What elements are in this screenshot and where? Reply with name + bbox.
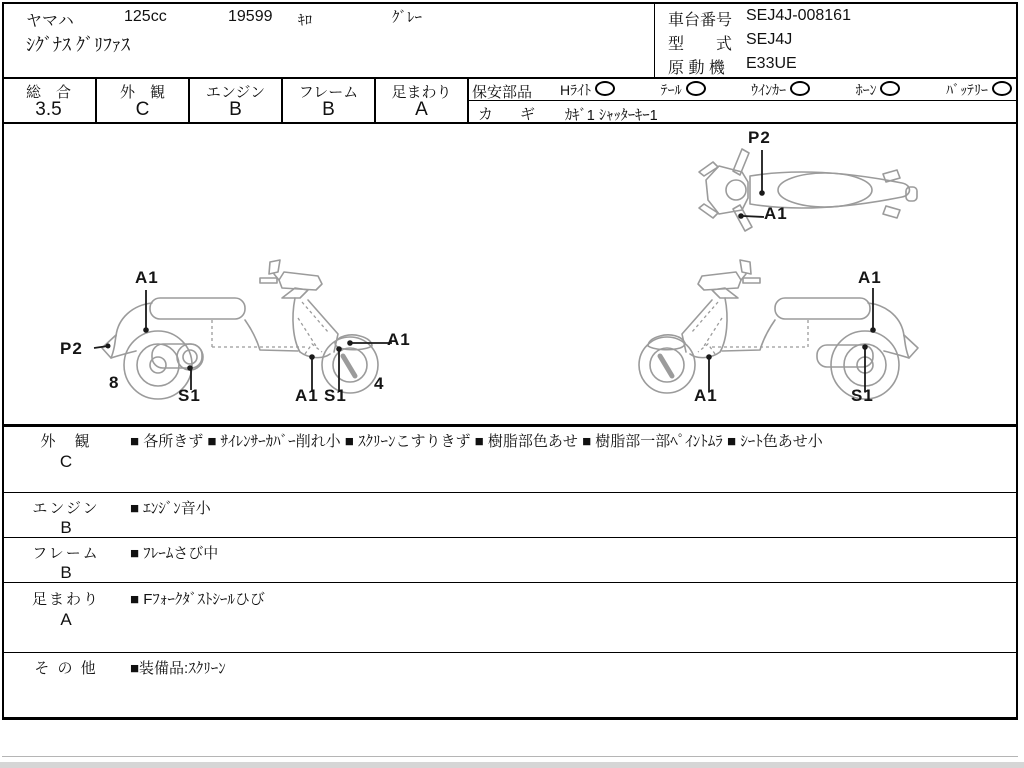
scooter-top-view-diagram — [692, 136, 928, 244]
key-value: ｶｷﾞ1 ｼｬｯﾀｰｷｰ1 — [565, 108, 658, 124]
rating-label-engine: エンジン — [205, 84, 266, 101]
row-line-2 — [2, 537, 1018, 538]
diagram-label: S1 — [851, 386, 874, 405]
mileage-value: 19599 — [228, 8, 273, 25]
rating-label-undercarriage: 足まわり — [391, 84, 452, 101]
section-notes-engine: ■ ｴﾝｼﾞﾝ音小 — [130, 500, 211, 517]
section-label-engine: エンジン — [32, 500, 100, 517]
page-edge-line — [2, 756, 1018, 757]
section-grade-undercarriage: A — [60, 610, 72, 629]
rating-value-undercarriage: A — [415, 99, 428, 120]
diagram-label: P2 — [60, 339, 83, 358]
ok-circle-icon — [595, 81, 615, 96]
maker-name: ヤマハ — [26, 13, 74, 30]
mileage-unit: ｷﾛ — [298, 12, 312, 28]
rating-label-frame: フレーム — [298, 84, 359, 101]
diagram-label: A1 — [764, 204, 788, 223]
safety-item-winker: ｳｲﾝｶｰ — [751, 80, 810, 100]
engine-code-value: E33UE — [746, 55, 797, 72]
rating-label-exterior: 外 観 — [119, 84, 165, 101]
safety-item-battery: ﾊﾞｯﾃﾘｰ — [946, 80, 1012, 100]
diagram-label: A1 — [295, 386, 319, 405]
section-label-exterior: 外 観 — [40, 433, 92, 450]
ok-circle-icon — [880, 81, 900, 96]
section-top-line — [2, 424, 1018, 427]
safety-divider — [467, 100, 1018, 101]
diagram-label: A1 — [694, 386, 718, 405]
diagram-label: 8 — [109, 373, 120, 392]
section-notes-other: ■装備品:ｽｸﾘｰﾝ — [130, 660, 226, 677]
diagram-label: A1 — [387, 330, 411, 349]
diagram-label: S1 — [178, 386, 201, 405]
rating-value-exterior: C — [135, 99, 150, 120]
section-label-frame: フレーム — [32, 545, 100, 562]
page-edge-strip — [0, 762, 1024, 768]
safety-item-headlight: Hﾗｲﾄ — [560, 80, 615, 100]
safety-item-tail: ﾃｰﾙ — [661, 80, 706, 100]
chassis-number-value: SEJ4J-008161 — [746, 7, 851, 24]
engine-code-label: 原 動 機 — [668, 60, 725, 77]
section-label-undercarriage: 足まわり — [31, 591, 100, 608]
rating-value-frame: B — [322, 99, 335, 120]
rating-label-overall: 総 合 — [25, 84, 71, 101]
ok-circle-icon — [992, 81, 1012, 96]
chassis-number-label: 車台番号 — [668, 12, 733, 29]
section-grade-exterior: C — [59, 452, 73, 471]
key-label: カ ギ — [478, 106, 542, 123]
model-code-value: SEJ4J — [746, 31, 793, 48]
rating-value-engine: B — [229, 99, 242, 120]
row-line-1 — [2, 492, 1018, 493]
ok-circle-icon — [686, 81, 706, 96]
diagram-label: A1 — [135, 268, 159, 287]
displacement: 125cc — [124, 8, 167, 25]
section-notes-exterior: ■ 各所きず ■ ｻｲﾚﾝｻｰｶﾊﾞｰ削れ小 ■ ｽｸﾘｰﾝこすりきず ■ 樹脂部色あせ ■ 樹脂部一部ﾍﾟｲﾝﾄﾑﾗ ■ ｼｰﾄ色あせ小 — [130, 433, 823, 450]
safety-parts-label: 保安部品 — [472, 84, 533, 101]
row-line-4 — [2, 652, 1018, 653]
section-notes-frame: ■ ﾌﾚｰﾑさび中 — [130, 545, 219, 562]
model-code-label: 型 式 — [668, 36, 733, 53]
border-top — [2, 2, 1018, 4]
row-line-3 — [2, 582, 1018, 583]
diagram-label: P2 — [748, 128, 771, 147]
body-color: ｸﾞﾚｰ — [392, 9, 423, 26]
diagram-label: A1 — [858, 268, 882, 287]
section-bottom-line — [2, 717, 1018, 720]
section-grade-frame: B — [60, 563, 72, 582]
diagram-label: S1 — [324, 386, 347, 405]
section-grade-engine: B — [60, 518, 72, 537]
border-right — [1016, 2, 1018, 718]
safety-item-horn: ﾎｰﾝ — [856, 80, 901, 100]
section-notes-undercarriage: ■ Fﾌｫｰｸﾀﾞｽﾄｼｰﾙひび — [130, 591, 265, 608]
safety-parts-list — [560, 80, 1012, 99]
scooter-left-side-diagram — [612, 248, 960, 414]
section-label-other: そ の 他 — [34, 660, 98, 677]
ok-circle-icon — [790, 81, 810, 96]
model-name: ｼｸﾞﾅｽ ｸﾞﾘﾌｧｽ — [26, 35, 131, 55]
rating-value-overall: 3.5 — [35, 99, 62, 120]
diagram-label: 4 — [374, 374, 385, 393]
header-divider — [654, 2, 655, 77]
